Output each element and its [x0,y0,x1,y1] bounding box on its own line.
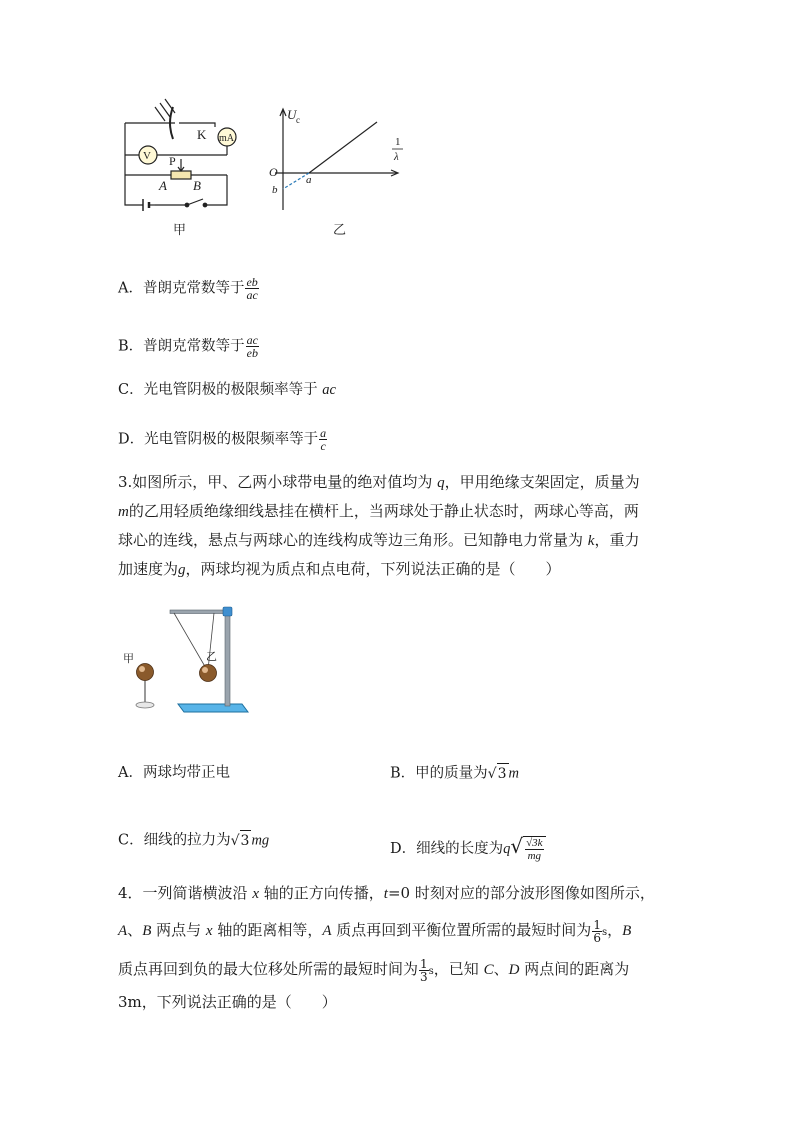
axis-uc-label: U [287,107,297,122]
sqrt: √3 [231,830,252,851]
label-b: B [193,178,201,193]
circuit-diagram [125,99,236,211]
q2-option-a-text: A．普朗克常数等于 [118,280,245,297]
fraction: $\frac{eb}{ac}$ [246,275,258,302]
q2-option-d-text: D．光电管阴极的极限频率等于 [118,431,319,448]
axis-x-den: λ [394,151,399,163]
q3-line-2: m的乙用轻质绝缘细线悬挂在横杆上，当两球处于静止状态时，两球心等高，两 [118,502,639,520]
q2-option-c-var: ac [322,382,336,398]
sqrt: √ $\frac{√3k}{mg}$ [510,836,545,862]
q3-line-4: 加速度为g，两球均视为质点和点电荷，下列说法正确的是（ ） [118,560,561,578]
q2-option-b [118,334,259,359]
label-p: P [169,154,176,168]
ball-yi [200,665,217,682]
q4-line-3: 质点再回到负的最大位移处所需的最短时间为 $\frac{1}{3}$ s，已知 C、D 两点间的距离为 [118,956,630,984]
axis-uc-sub: c [296,115,300,125]
fraction: $\frac{ac}{eb}$ [246,333,258,360]
question-4 [118,878,655,1017]
point-b-label: b [272,184,278,196]
charged-balls-figure [118,600,258,720]
fraction: $\frac{1}{3}$ [420,956,428,984]
q2-option-a [118,276,259,301]
label-v: V [143,150,151,162]
q2-option-d [118,427,327,452]
q3-option-b: B．甲的质量为√3 m [390,763,519,784]
caption-yi: 乙 [333,222,347,237]
q3-option-d: D．细线的长度为q√ $\frac{√3k}{mg}$ [390,836,546,862]
fraction: $\frac{1}{6}$ [593,917,601,945]
q4-line-1: 4．一列简谐横波沿 x 轴的正方向传播，t=0 时刻对应的部分波形图像如图所示， [118,884,655,902]
point-a-label: a [306,174,312,186]
photoelectric-figure [115,95,415,240]
label-a: A [159,178,167,193]
question-3 [118,468,640,584]
q3-option-a: A．两球均带正电 [118,765,230,781]
origin-label: O [269,165,278,179]
sqrt: √3 [488,763,509,784]
axis-x-num: 1 [395,136,401,148]
q2-option-c-text: C．光电管阴极的极限频率等于 [118,382,323,398]
fraction: $\frac{a}{c}$ [320,426,327,453]
label-ma: mA [219,133,234,144]
q2-option-b-text: B．普朗克常数等于 [118,338,245,355]
uc-line [309,122,377,173]
label-jia: 甲 [123,653,134,665]
q2-option-c [118,380,336,400]
uc-graph [275,109,398,210]
q4-line-4: 3m，下列说法正确的是（ ） [118,993,337,1011]
q4-line-2: A、B 两点与 x 轴的距离相等，A 质点再回到平衡位置所需的最短时间为 $\frac{1}{6}$ s，B [118,917,632,945]
q3-line-1: 3.如图所示，甲、乙两小球带电量的绝对值均为 q，甲用绝缘支架固定，质量为 [118,473,640,491]
caption-jia: 甲 [173,222,187,237]
q3-line-3: 球心的连线，悬点与两球心的连线构成等边三角形。已知静电力常量为 k，重力 [118,531,640,549]
label-k: K [197,127,207,142]
q3-option-c: C．细线的拉力为√3 mg [118,830,269,851]
label-yi: 乙 [206,651,217,663]
ball-jia [136,664,154,709]
